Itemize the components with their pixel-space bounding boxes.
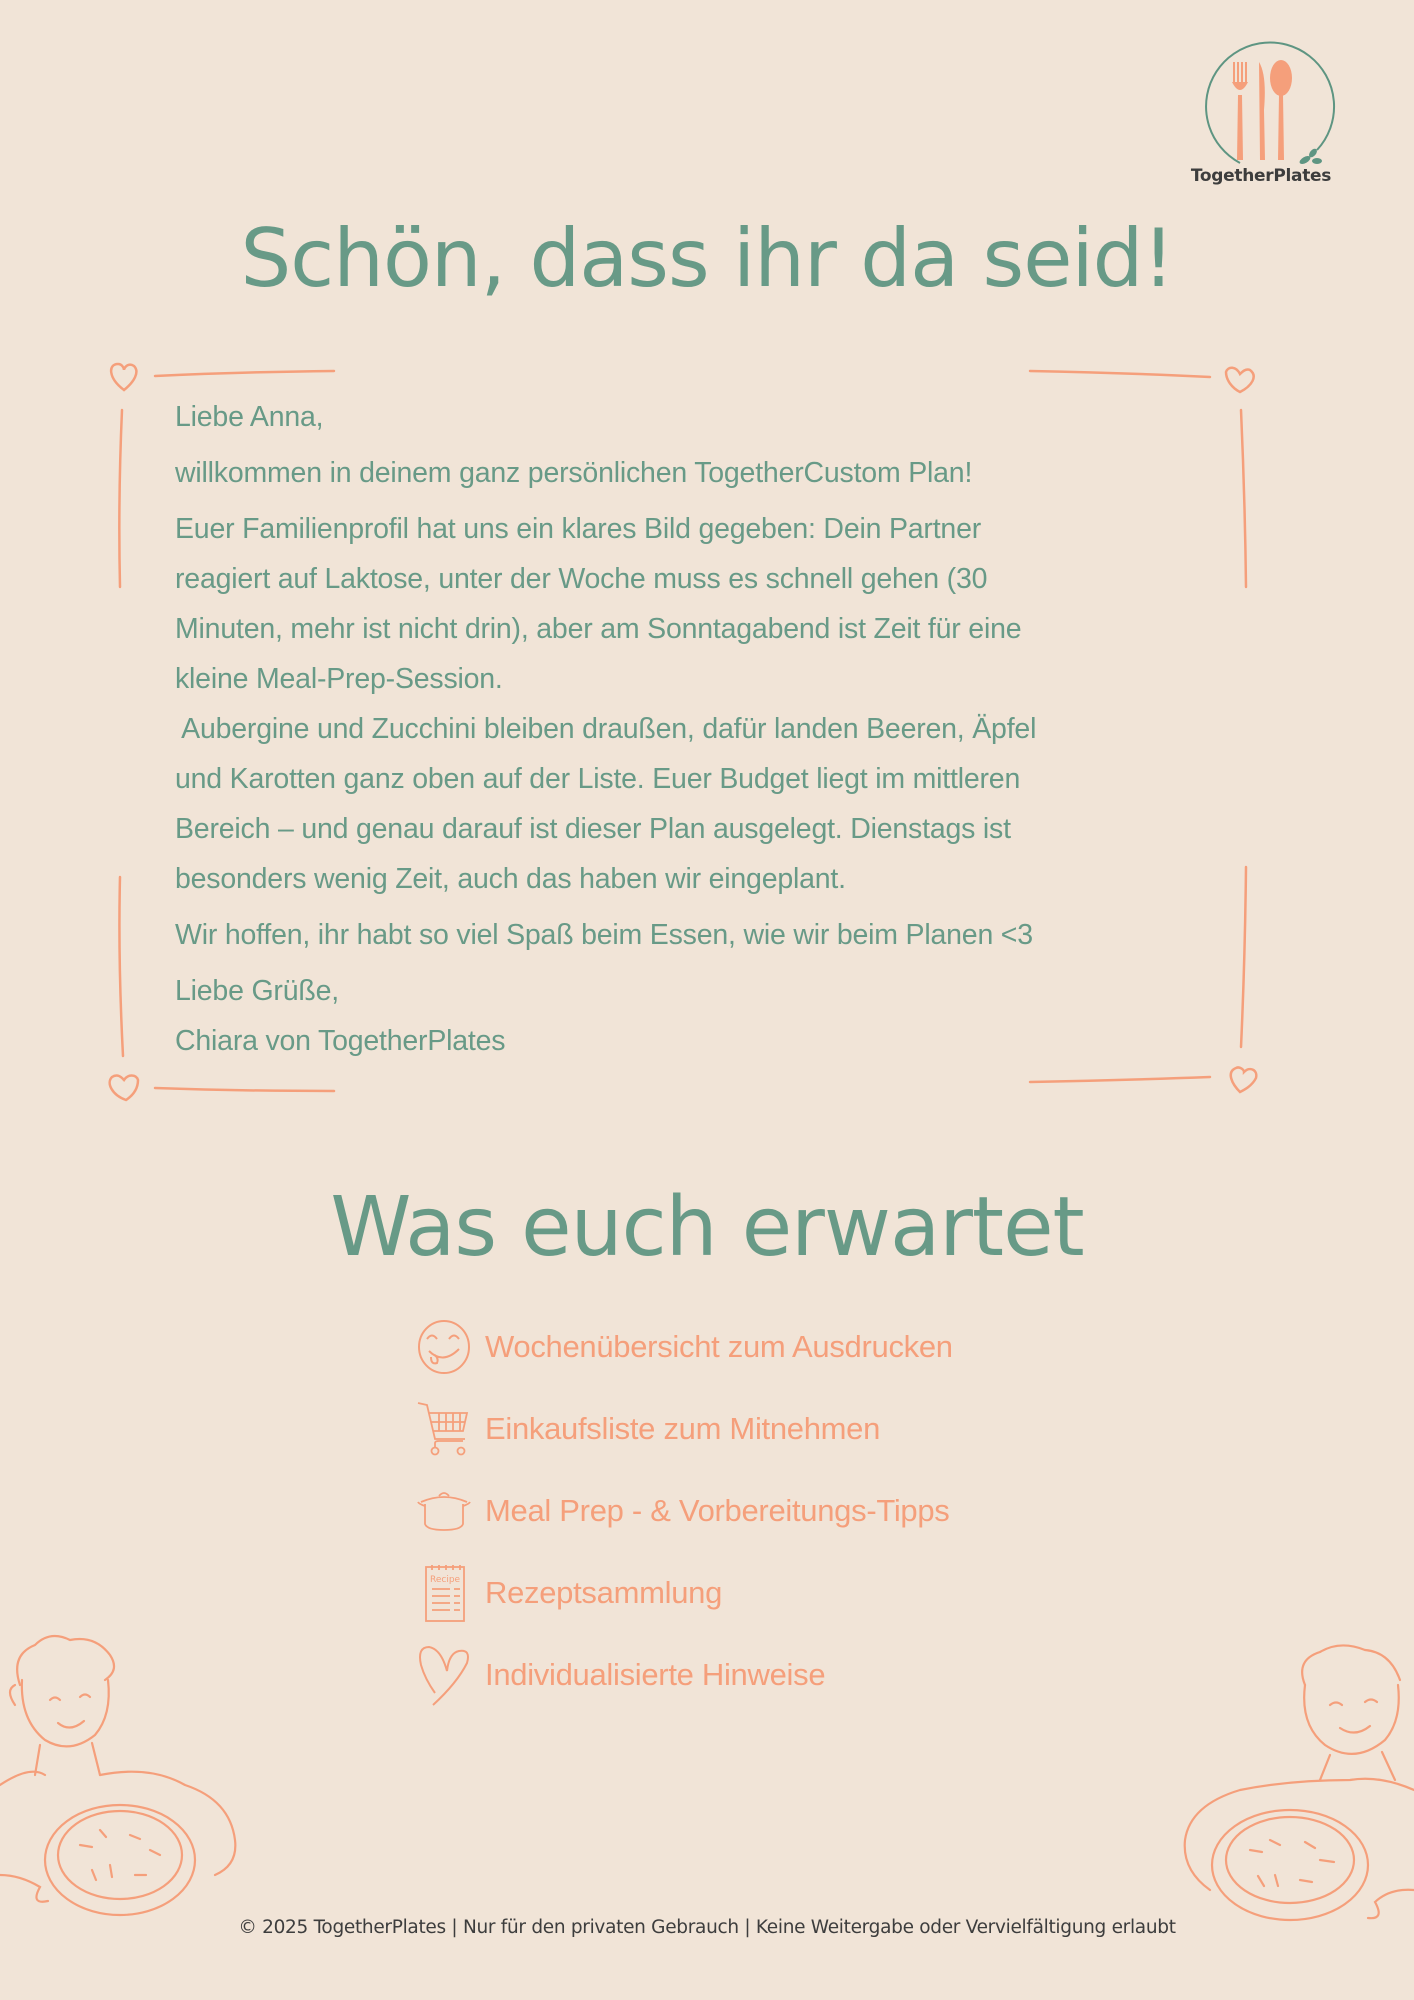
heart-icon xyxy=(1226,368,1254,392)
shopping-cart-icon xyxy=(415,1400,473,1458)
feature-label: Individualisierte Hinweise xyxy=(485,1657,826,1692)
chef-with-pizza-illustration-right xyxy=(1170,1640,1414,1940)
letter-line: willkommen in deinem ganz persönlichen TogetherCustom Plan! xyxy=(175,457,973,489)
recipe-notepad-icon xyxy=(415,1564,473,1622)
letter-line: besonders wenig Zeit, auch das haben wir eingeplant. xyxy=(175,863,846,895)
letter-profile xyxy=(175,504,1235,904)
letter-line: reagiert auf Laktose, unter der Woche muss es schnell gehen (30 xyxy=(175,563,988,595)
feature-label: Wochenübersicht zum Ausdrucken xyxy=(485,1329,953,1364)
letter-line: Euer Familienprofil hat uns ein klares Bild gegeben: Dein Partner xyxy=(175,513,982,545)
chef-with-pizza-illustration-left xyxy=(0,1625,250,1935)
heart-icon xyxy=(110,1075,138,1100)
heart-icon xyxy=(111,364,136,390)
welcome-letter xyxy=(175,392,1235,1072)
letter-intro xyxy=(175,448,1235,498)
smiley-icon xyxy=(415,1318,473,1376)
feature-item xyxy=(415,1482,953,1540)
feature-label: Einkaufsliste zum Mitnehmen xyxy=(485,1411,881,1446)
cooking-pot-icon xyxy=(415,1482,473,1540)
letter-line: Minuten, mehr ist nicht drin), aber am Sonntagabend ist Zeit für eine xyxy=(175,613,1022,645)
letter-line: Aubergine und Zucchini bleiben draußen, dafür landen Beeren, Äpfel xyxy=(175,713,1037,745)
svg-text:Recipe: Recipe xyxy=(430,1575,461,1585)
feature-label: Meal Prep - & Vorbereitungs-Tipps xyxy=(485,1493,950,1528)
letter-wish xyxy=(175,910,1235,960)
letter-greeting xyxy=(175,392,1235,442)
letter-line: kleine Meal-Prep-Session. xyxy=(175,663,503,695)
letter-line: Liebe Grüße, xyxy=(175,975,339,1007)
feature-list xyxy=(415,1318,953,1728)
brand-name: TogetherPlates xyxy=(1190,166,1332,186)
letter-signature xyxy=(175,966,1235,1066)
letter-line: Bereich – und genau darauf ist dieser Plan ausgelegt. Dienstags ist xyxy=(175,813,1011,845)
letter-line: Liebe Anna, xyxy=(175,401,324,433)
letter-line: Wir hoffen, ihr habt so viel Spaß beim Essen, wie wir beim Planen <3 xyxy=(175,919,1033,951)
heart-icon xyxy=(415,1646,473,1704)
feature-item xyxy=(415,1318,953,1376)
section-title: Was euch erwartet xyxy=(330,1180,1084,1275)
footer-copyright: © 2025 TogetherPlates | Nur für den privaten Gebrauch | Keine Weitergabe oder Vervielfältigung erlaubt xyxy=(238,1917,1176,1938)
page-title: Schön, dass ihr da seid! xyxy=(240,212,1174,305)
feature-label: Rezeptsammlung xyxy=(485,1575,723,1610)
feature-item xyxy=(415,1646,953,1704)
letter-line: Chiara von TogetherPlates xyxy=(175,1025,506,1057)
feature-item xyxy=(415,1400,953,1458)
feature-item xyxy=(415,1564,953,1622)
letter-line: und Karotten ganz oben auf der Liste. Euer Budget liegt im mittleren xyxy=(175,763,1021,795)
